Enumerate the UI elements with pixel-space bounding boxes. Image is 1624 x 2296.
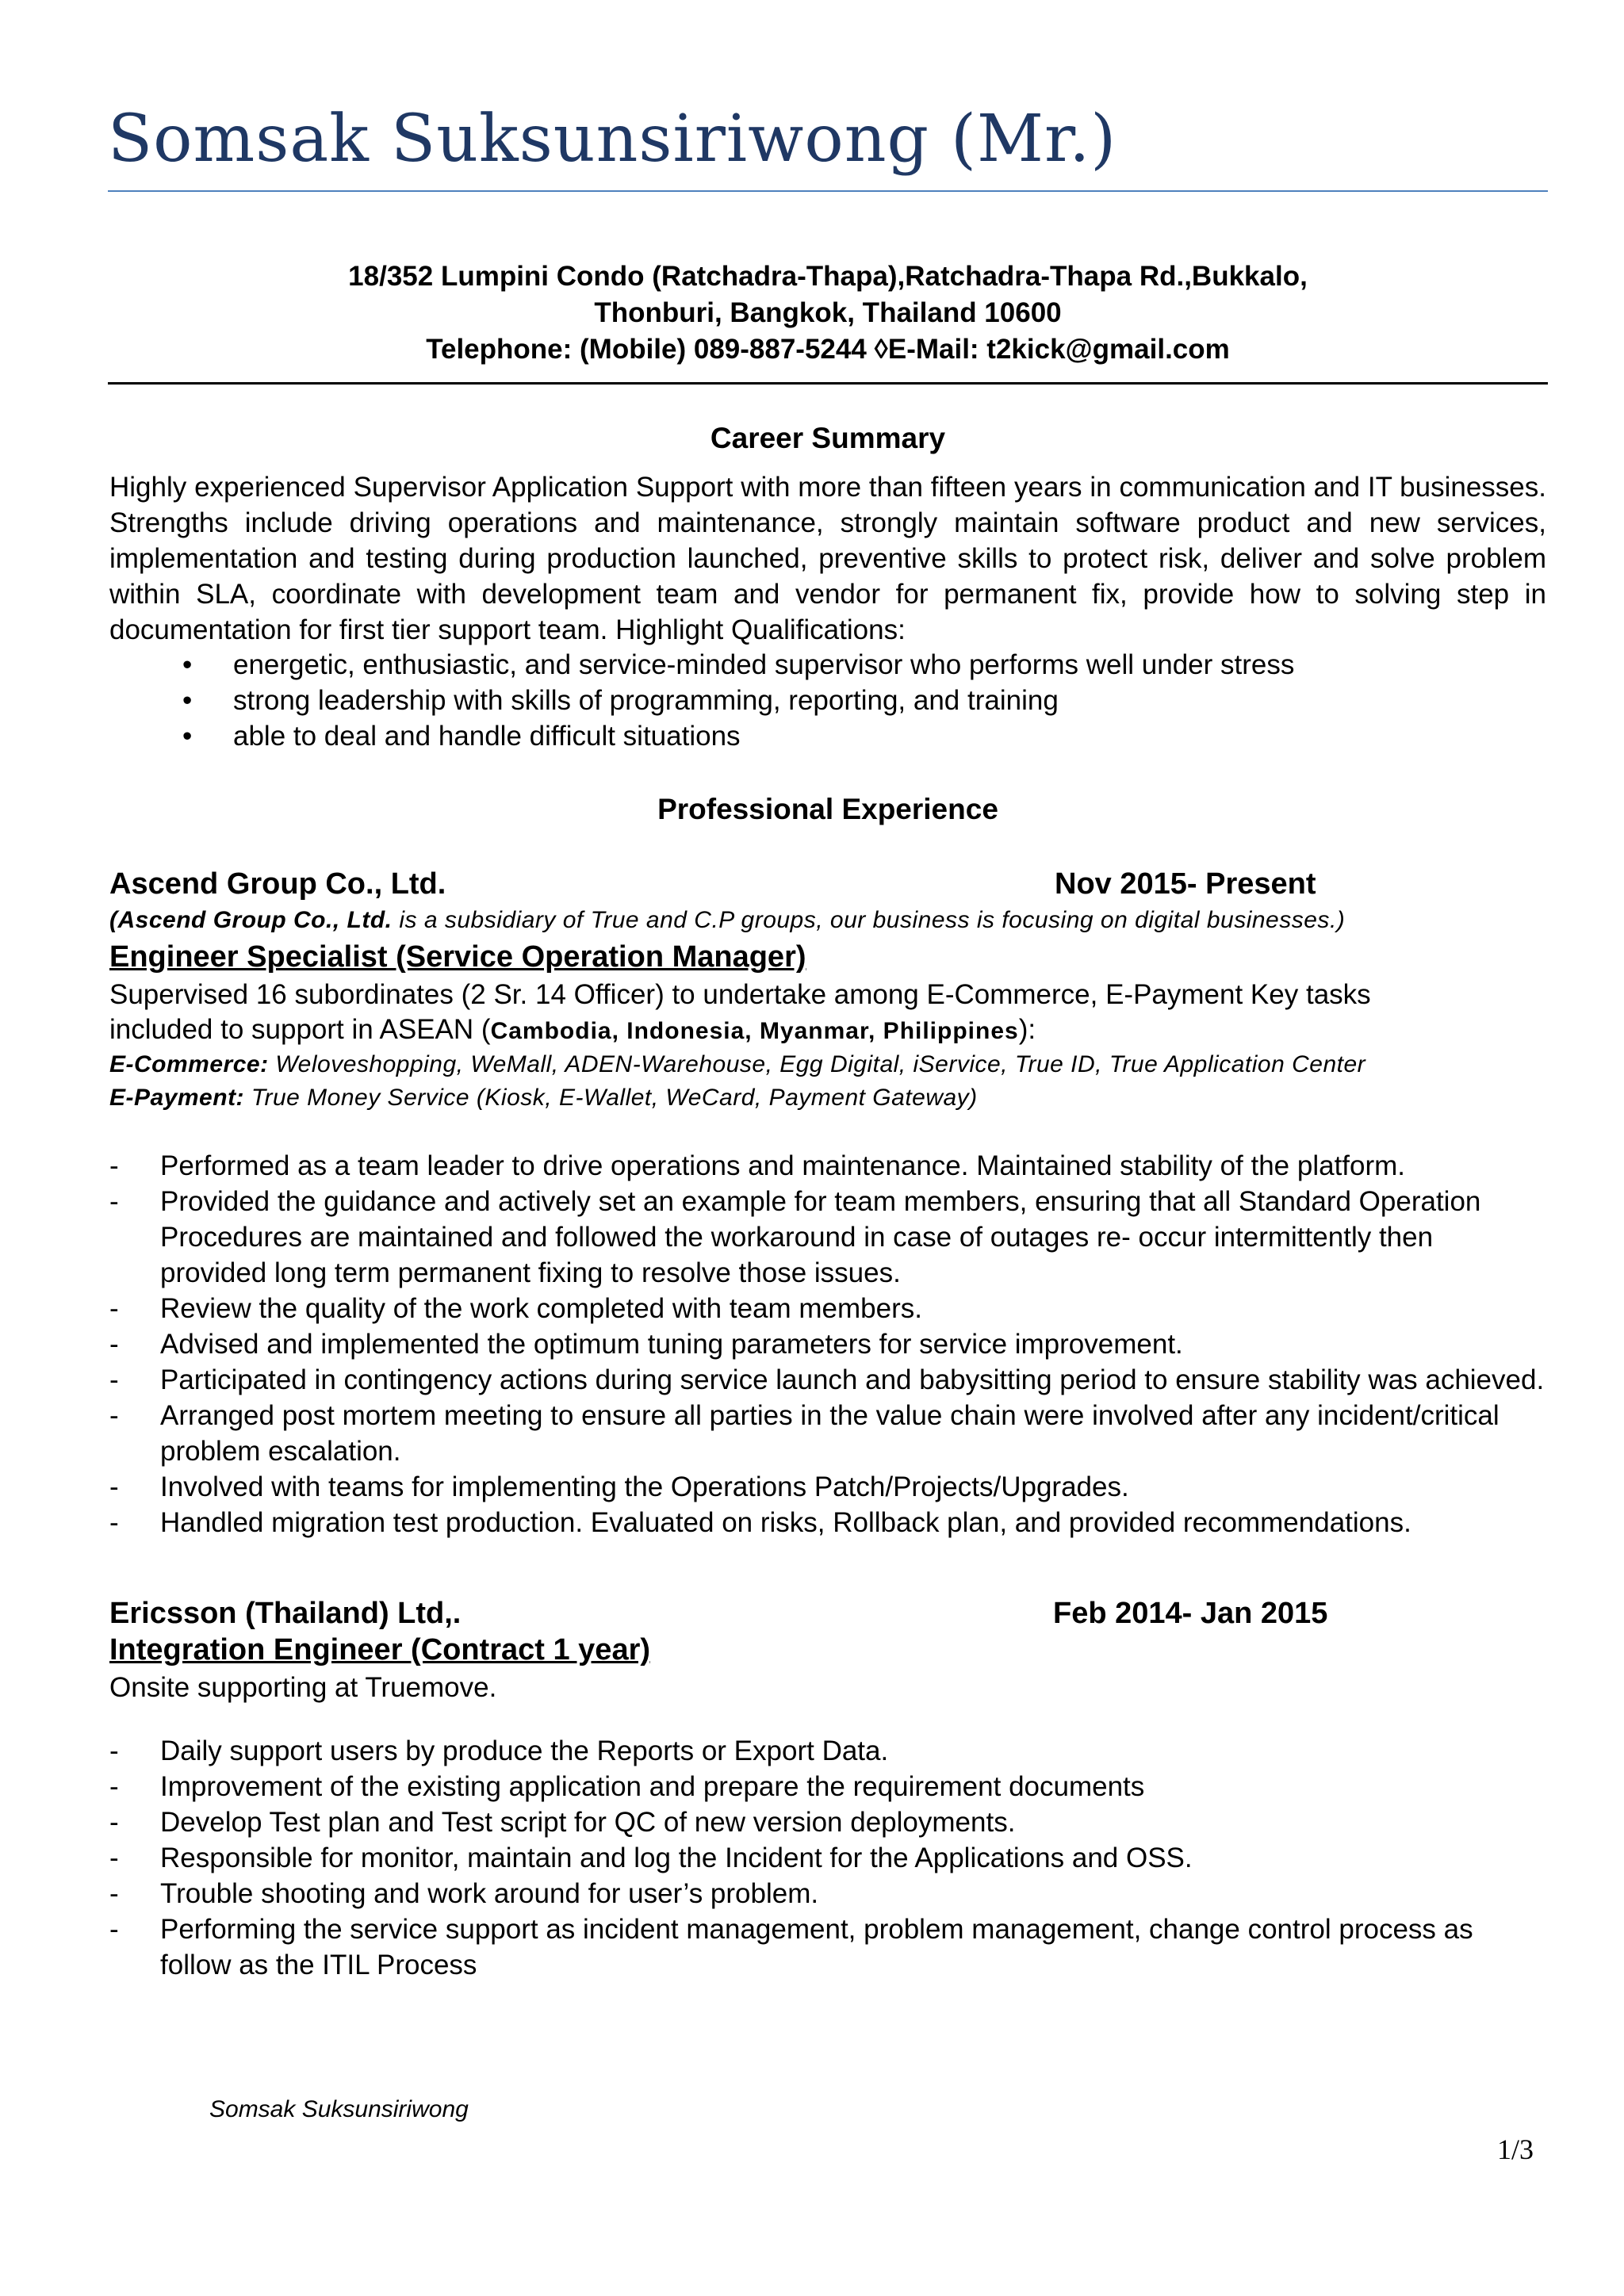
job-header-ascend — [109, 867, 1546, 901]
address-line-1: 18/352 Lumpini Condo (Ratchadra-Thapa),Ratchadra-Thapa Rd.,Bukkalo, — [348, 261, 1308, 292]
company-name: Ericsson (Thailand) Ltd,. — [109, 1597, 462, 1630]
duty-item: - Advised and implemented the optimum tuning parameters for service improvement. — [109, 1326, 1546, 1362]
job-position: Integration Engineer (Contract 1 year) — [109, 1633, 651, 1667]
qualification-item: • energetic, enthusiastic, and service-minded supervisor who performs well under stress — [182, 647, 1294, 683]
career-summary-heading: Career Summary — [710, 422, 946, 454]
ecommerce-value: Weloveshopping, WeMall, ADEN-Warehouse, Egg Digital, iService, True ID, True Application Center — [268, 1051, 1366, 1077]
qualifications-list — [182, 647, 1294, 754]
contact-block — [108, 258, 1548, 368]
job-description-end: ): — [1018, 1014, 1036, 1045]
duty-item: - Daily support users by produce the Reports or Export Data. — [109, 1733, 1546, 1769]
duty-item: - Performed as a team leader to drive operations and maintenance. Maintained stability of the platform. — [109, 1148, 1546, 1184]
company-name: Ascend Group Co., Ltd. — [109, 867, 446, 901]
job-header-ericsson — [109, 1597, 1546, 1631]
qualification-item: • able to deal and handle difficult situations — [182, 718, 1294, 754]
ericsson-duties-list — [109, 1733, 1546, 1983]
career-summary-paragraph: Highly experienced Supervisor Application Support with more than fifteen years in communication and IT businesses. Strengths include driving operations and maintenance, strongly maintain software product and new services, implementation and testing during production launched, preventive skills to protect risk, deliver and solve problem within SLA, coordinate with development team and vendor for permanent fix, provide how to solving step in documentation for first tier support team. Highlight Qualifications: — [109, 472, 1546, 645]
resume-name-heading: Somsak Suksunsiriwong (Mr.) — [108, 101, 1117, 177]
job-description: Onsite supporting at Truemove. — [109, 1672, 497, 1703]
asean-countries: Cambodia, Indonesia, Myanmar, Philippines — [490, 1018, 1019, 1044]
professional-experience-heading: Professional Experience — [657, 793, 998, 825]
qualification-item: • strong leadership with skills of programming, reporting, and training — [182, 683, 1294, 718]
ascend-duties-list — [109, 1148, 1546, 1540]
duty-item: - Participated in contingency actions during service launch and babysitting period to ensure stability was achieved. — [109, 1362, 1546, 1398]
ecommerce-label: E-Commerce: — [109, 1051, 269, 1077]
duty-item: - Arranged post mortem meeting to ensure all parties in the value chain were involved after any incident/critical problem escalation. — [109, 1398, 1546, 1469]
job-description-line-2 — [109, 1012, 1036, 1049]
contact-line: Telephone: (Mobile) 089-887-5244 ◊E-Mail: t2kick@gmail.com — [426, 334, 1230, 365]
company-note-text: is a subsidiary of True and C.P groups, our business is focusing on digital businesses — [392, 907, 1330, 933]
company-note-name: (Ascend Group Co., Ltd. — [109, 907, 393, 933]
job-position: Engineer Specialist (Service Operation Manager) — [109, 940, 806, 974]
duty-item: - Provided the guidance and actively set an example for team members, ensuring that all Standard Operation Procedures are maintained and followed the workaround in case of outages re- occur intermittently then provided long term permanent fixing to resolve those issues. — [109, 1184, 1546, 1291]
job-description-line-1: Supervised 16 subordinates (2 Sr. 14 Officer) to undertake among E-Commerce, E-Payment Key tasks — [109, 979, 1371, 1010]
job-description-text: included to support in ASEAN ( — [109, 1014, 491, 1045]
duty-item: - Trouble shooting and work around for user’s problem. — [109, 1876, 1546, 1911]
footer-name: Somsak Suksunsiriwong — [209, 2096, 469, 2122]
epayment-value: True Money Service (Kiosk, E-Wallet, WeCard, Payment Gateway) — [244, 1085, 978, 1111]
job-dates: Feb 2014- Jan 2015 — [1053, 1597, 1328, 1630]
company-note-close: .) — [1329, 907, 1346, 933]
duty-item: - Handled migration test production. Evaluated on risks, Rollback plan, and provided recommendations. — [109, 1505, 1546, 1540]
duty-item: - Responsible for monitor, maintain and log the Incident for the Applications and OSS. — [109, 1840, 1546, 1876]
page-number: 1/3 — [1497, 2133, 1534, 2165]
duty-item: - Performing the service support as incident management, problem management, change control process as follow as the ITIL Process — [109, 1911, 1546, 1983]
epayment-line — [109, 1085, 978, 1112]
contact-divider — [108, 382, 1548, 385]
company-note — [109, 907, 1345, 934]
address-line-2: Thonburi, Bangkok, Thailand 10600 — [594, 297, 1062, 328]
ecommerce-line — [109, 1051, 1365, 1078]
duty-item: - Involved with teams for implementing the Operations Patch/Projects/Upgrades. — [109, 1469, 1546, 1505]
name-underline-divider — [108, 190, 1548, 192]
duty-item: - Develop Test plan and Test script for QC of new version deployments. — [109, 1804, 1546, 1840]
duty-item: - Review the quality of the work completed with team members. — [109, 1291, 1546, 1326]
epayment-label: E-Payment: — [109, 1085, 245, 1111]
job-dates: Nov 2015- Present — [1055, 867, 1316, 901]
duty-item: - Improvement of the existing application and prepare the requirement documents — [109, 1769, 1546, 1804]
